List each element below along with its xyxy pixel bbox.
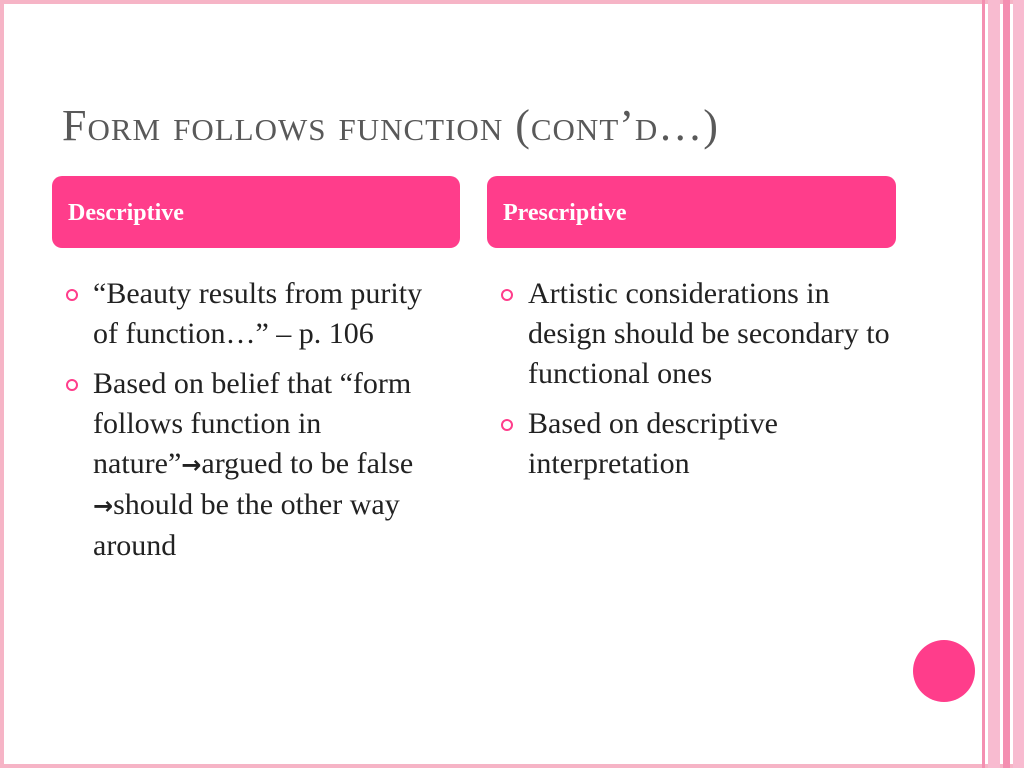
decorative-stripe bbox=[1003, 0, 1010, 768]
frame-left-border bbox=[0, 0, 4, 768]
decorative-circle bbox=[913, 640, 975, 702]
bullet-item bbox=[497, 404, 892, 484]
bullet-ring-icon bbox=[501, 419, 513, 431]
decorative-stripe bbox=[988, 0, 1000, 768]
bullet-text: Artistic considerations in design should be secondary to functional ones bbox=[528, 277, 890, 390]
decorative-stripe bbox=[982, 0, 985, 768]
bullet-text: Based on descriptive interpretation bbox=[528, 407, 778, 480]
bullet-text-part: argued to be false bbox=[201, 447, 414, 480]
slide-title: Form follows function (cont’d…) bbox=[62, 101, 719, 150]
bullet-item bbox=[497, 274, 892, 394]
bullet-text: “Beauty results from purity of function…” – p. 106 bbox=[93, 277, 423, 350]
bullet-ring-icon bbox=[501, 289, 513, 301]
decorative-stripe bbox=[1013, 0, 1024, 768]
bullet-text-part: Based on belief that “form follows function in nature” bbox=[93, 367, 412, 480]
column-descriptive bbox=[62, 274, 452, 576]
right-arrow-icon: → bbox=[181, 451, 202, 479]
bullet-text-part: should be the other way around bbox=[93, 488, 400, 562]
bullet-ring-icon bbox=[66, 289, 78, 301]
right-arrow-icon: → bbox=[93, 492, 114, 520]
column-header-prescriptive: Prescriptive bbox=[487, 176, 896, 248]
frame-top-border bbox=[0, 0, 1024, 4]
bullet-item bbox=[62, 364, 452, 566]
column-header-descriptive: Descriptive bbox=[52, 176, 460, 248]
column-prescriptive bbox=[497, 274, 892, 494]
bullet-ring-icon bbox=[66, 379, 78, 391]
bullet-item bbox=[62, 274, 452, 354]
frame-bottom-border bbox=[0, 764, 1024, 768]
